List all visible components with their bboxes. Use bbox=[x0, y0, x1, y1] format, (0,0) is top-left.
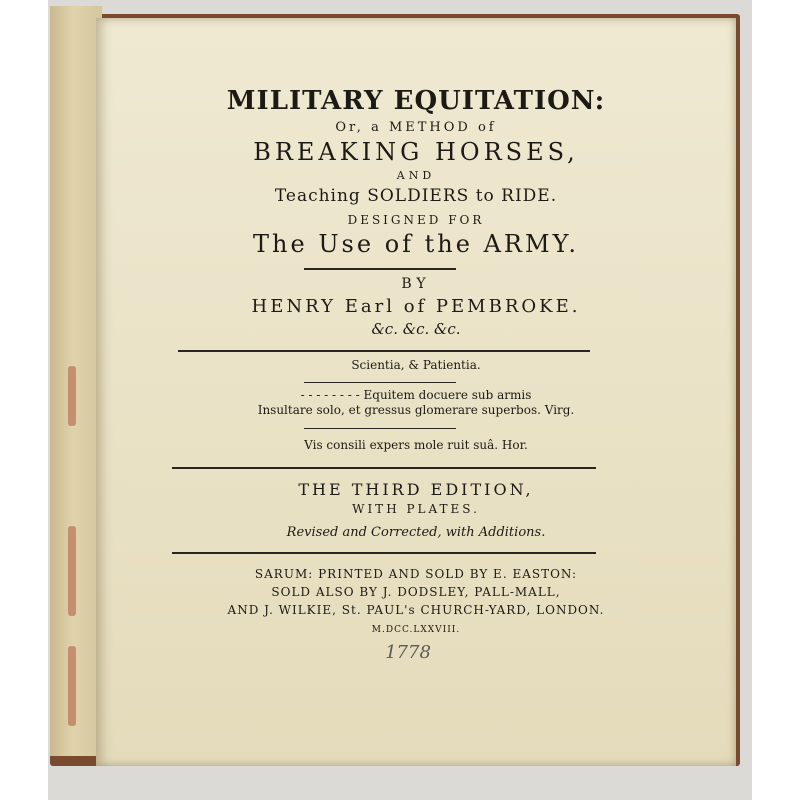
imprint-line: SARUM: PRINTED AND SOLD BY E. EASTON: bbox=[254, 567, 578, 581]
quote-line: - - - - - - - - Equitem docuere sub armis bbox=[300, 388, 532, 402]
motto-line: Scientia, & Patientia. bbox=[351, 358, 481, 372]
by-line: BY bbox=[401, 276, 431, 292]
author-line: HENRY Earl of PEMBROKE. bbox=[251, 296, 581, 317]
divider-rule bbox=[304, 428, 456, 429]
designed-for-line: DESIGNED FOR bbox=[347, 213, 485, 227]
divider-rule bbox=[304, 268, 456, 270]
divider-rule bbox=[304, 382, 456, 383]
subtitle-line: Teaching SOLDIERS to RIDE. bbox=[274, 186, 558, 206]
stain-mark bbox=[68, 526, 76, 616]
date-roman: M.DCC.LXXVIII. bbox=[371, 625, 461, 635]
divider-rule bbox=[172, 552, 596, 554]
edition-line: THE THIRD EDITION, bbox=[298, 480, 534, 499]
book-title: MILITARY EQUITATION: bbox=[226, 86, 606, 116]
quote-line: Vis consili expers mole ruit suâ. Hor. bbox=[304, 438, 528, 452]
handwritten-year: 1778 bbox=[385, 642, 431, 663]
plates-line: WITH PLATES. bbox=[352, 502, 480, 516]
subtitle-line: AND bbox=[396, 169, 436, 182]
army-line: The Use of the ARMY. bbox=[253, 230, 579, 258]
subtitle-line: BREAKING HORSES, bbox=[253, 138, 579, 166]
imprint-line: AND J. WILKIE, St. PAUL's CHURCH-YARD, LONDON. bbox=[227, 603, 605, 617]
etc-line: &c. &c. &c. bbox=[371, 320, 461, 338]
title-page bbox=[96, 18, 736, 766]
stain-mark bbox=[68, 646, 76, 726]
divider-rule bbox=[178, 350, 590, 352]
subtitle-line: Or, a METHOD of bbox=[335, 120, 497, 135]
divider-rule bbox=[172, 467, 596, 469]
revised-line: Revised and Corrected, with Additions. bbox=[286, 525, 546, 540]
stain-mark bbox=[68, 366, 76, 426]
quote-line: Insultare solo, et gressus glomerare superbos. Virg. bbox=[257, 403, 575, 417]
imprint-line: SOLD ALSO BY J. DODSLEY, PALL-MALL, bbox=[271, 585, 561, 599]
